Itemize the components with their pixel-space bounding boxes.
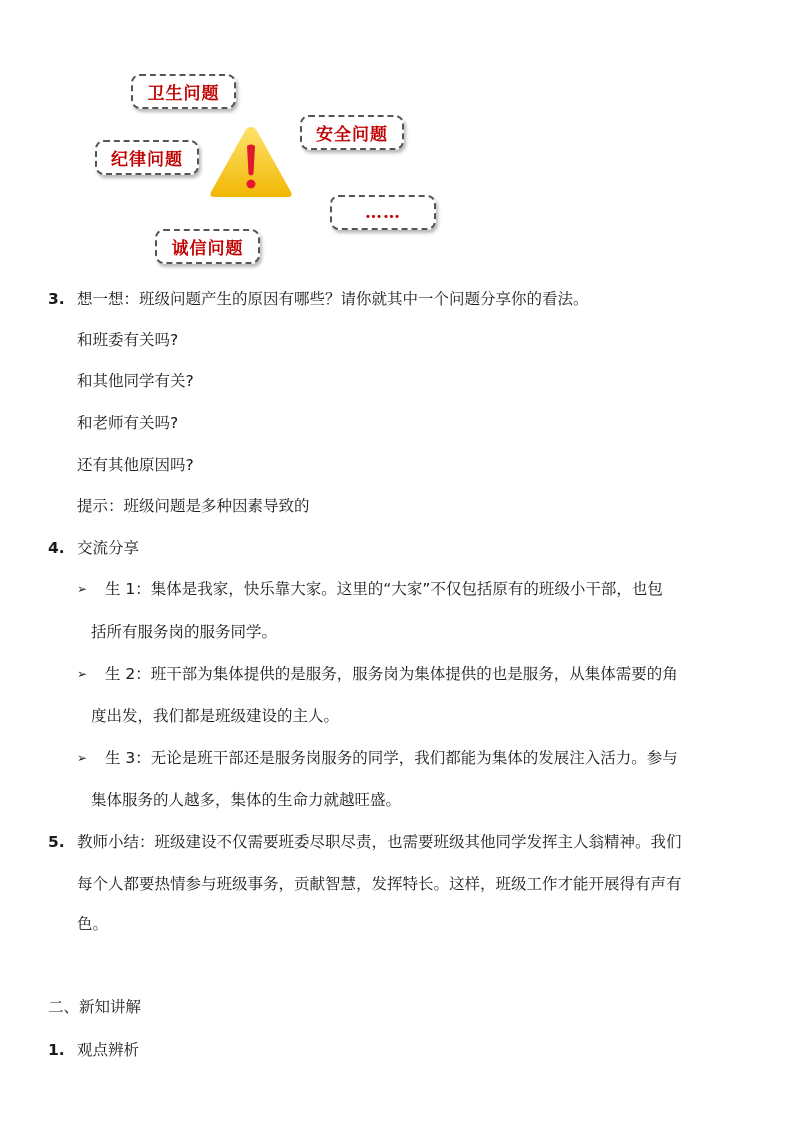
bullet-3-line-2: 集体服务的人越多，集体的生命力就越旺盛。 (91, 791, 402, 809)
tag-safety: 安全问题 (300, 115, 404, 150)
bullet-2-line-1: 生 2：班干部为集体提供的是服务，服务岗为集体提供的也是服务，从集体需要的角 (105, 665, 678, 683)
tag-discipline: 纪律问题 (95, 140, 199, 175)
bullet-arrow-icon: ➢ (77, 582, 88, 596)
tag-integrity: 诚信问题 (155, 229, 260, 264)
question-3: 和老师有关吗? (77, 414, 179, 432)
section3-number: 3. (48, 290, 65, 308)
question-2: 和其他同学有关? (77, 372, 194, 390)
bullet-arrow-icon: ➢ (77, 667, 88, 681)
section3-question: 想一想：班级问题产生的原因有哪些？请你就其中一个问题分享你的看法。 (77, 290, 589, 308)
bullet-3-line-1: 生 3：无论是班干部还是服务岗服务的同学，我们都能为集体的发展注入活力。参与 (105, 749, 678, 767)
hint: 提示：班级问题是多种因素导致的 (77, 497, 310, 515)
summary-line-2: 每个人都要热情参与班级事务，贡献智慧，发挥特长。这样，班级工作才能开展得有声有 (77, 875, 682, 893)
part2-item-number: 1. (48, 1041, 65, 1059)
bullet-1-line-2: 括所有服务岗的服务同学。 (91, 623, 278, 641)
question-4: 还有其他原因吗? (77, 456, 194, 474)
part2-item-text: 观点辨析 (77, 1041, 140, 1059)
bullet-2-line-2: 度出发，我们都是班级建设的主人。 (91, 707, 340, 725)
bullet-arrow-icon: ➢ (77, 751, 88, 765)
section4-number: 4. (48, 539, 65, 557)
warning-icon (208, 124, 294, 200)
section4-title: 交流分享 (77, 539, 140, 557)
summary-line-3: 色。 (77, 915, 109, 933)
tag-ellipsis: …… (330, 195, 436, 230)
section5-number: 5. (48, 833, 65, 851)
bullet-1-line-1: 生 1：集体是我家，快乐靠大家。这里的“大家”不仅包括原有的班级小干部，也包 (105, 580, 663, 598)
question-1: 和班委有关吗? (77, 331, 179, 349)
summary-line-1: 教师小结：班级建设不仅需要班委尽职尽责，也需要班级其他同学发挥主人翁精神。我们 (77, 833, 682, 851)
part2-heading: 二、新知讲解 (48, 998, 142, 1016)
tag-hygiene: 卫生问题 (131, 74, 236, 109)
